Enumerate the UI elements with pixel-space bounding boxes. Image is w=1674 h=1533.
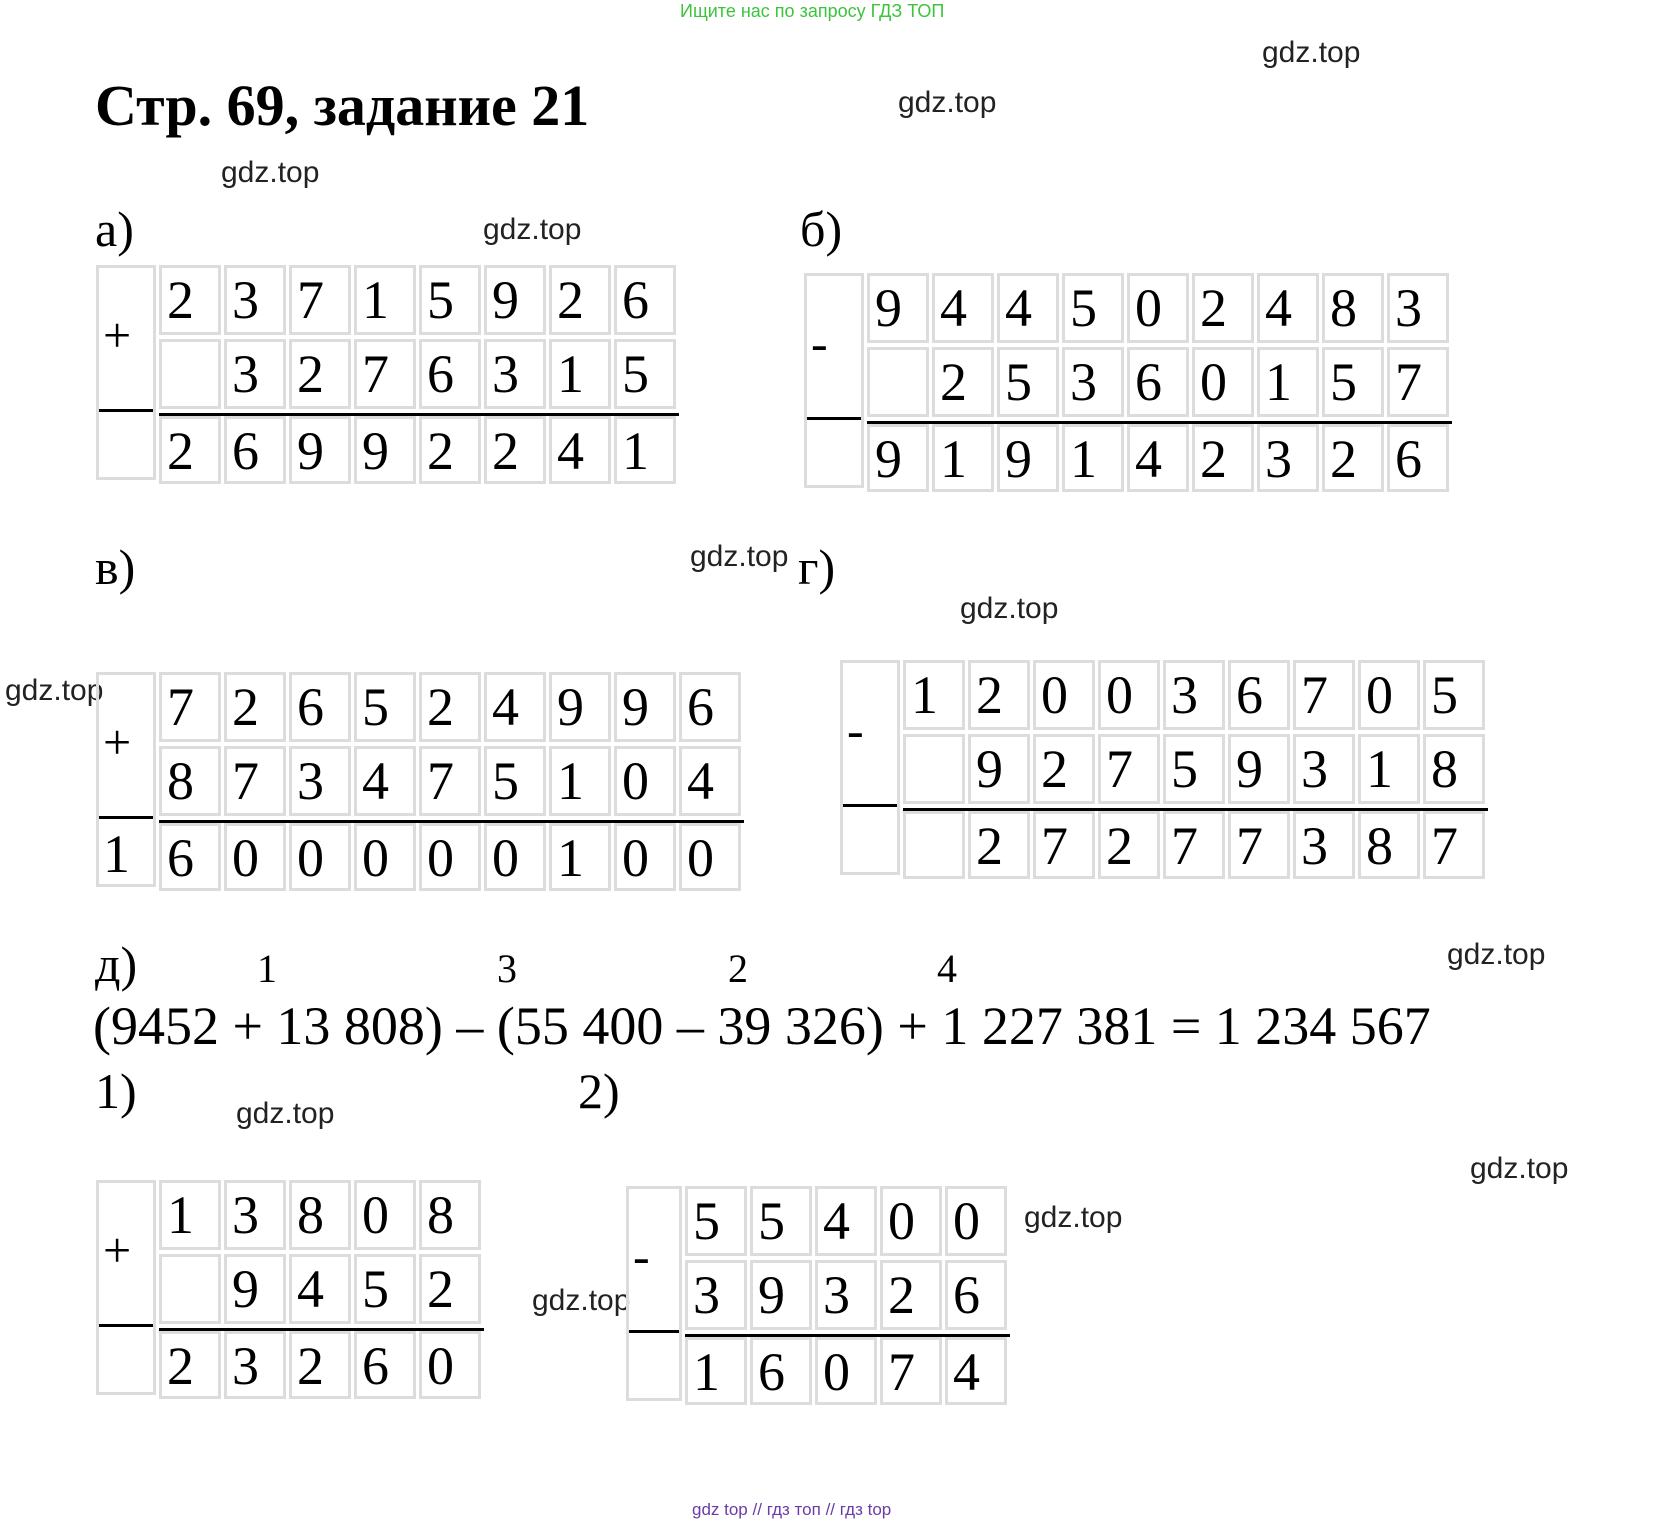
digit-cell: 2	[419, 1254, 481, 1324]
digit-cell: 2	[1033, 734, 1095, 804]
digit-cell: 0	[1127, 273, 1189, 343]
digit-cell: 6	[945, 1260, 1007, 1330]
order-mark: 3	[497, 946, 517, 991]
digit-cell: 1	[549, 823, 611, 891]
operand-row	[159, 265, 679, 335]
digit-cell: 2	[968, 811, 1030, 879]
footer-link[interactable]: гдз top	[839, 1500, 892, 1519]
page-title: Стр. 69, задание 21	[95, 73, 590, 138]
digit-cell: 2	[968, 660, 1030, 730]
digit-cell: 3	[224, 339, 286, 409]
digit-cell: 0	[679, 823, 741, 891]
footer-separator: //	[752, 1500, 762, 1519]
operand-row	[867, 347, 1452, 417]
digit-cell: 5	[1322, 347, 1384, 417]
carry-digit: 1	[103, 824, 130, 884]
digit-cell: 0	[224, 823, 286, 891]
digit-cell: 0	[945, 1186, 1007, 1256]
operand-row	[159, 746, 744, 816]
digit-cell: 5	[1163, 734, 1225, 804]
digit-cell: 4	[932, 273, 994, 343]
digit-cell: 6	[679, 672, 741, 742]
operand-row	[159, 339, 679, 409]
digit-cell: 9	[549, 672, 611, 742]
label-b: б)	[800, 201, 843, 257]
expression: (9452 + 13 808) – (55 400 – 39 326) + 1 227 381 = 1 234 567	[93, 996, 1431, 1056]
digit-cell: 3	[815, 1260, 877, 1330]
digit-cell: 1	[1257, 347, 1319, 417]
digit-cell: 8	[289, 1180, 351, 1250]
digit-cell: 7	[1033, 811, 1095, 879]
digit-cell: 7	[1387, 347, 1449, 417]
digit-cell: 0	[1098, 660, 1160, 730]
watermark: gdz.top	[236, 1097, 335, 1130]
digit-cell: 9	[484, 265, 546, 335]
digit-cell: 4	[1127, 424, 1189, 492]
digit-cell: 8	[1322, 273, 1384, 343]
digit-cell: 4	[945, 1337, 1007, 1405]
digit-cell: 5	[750, 1186, 812, 1256]
minus-sign: -	[847, 702, 864, 758]
digit-cell: 2	[289, 1331, 351, 1399]
digit-cell: 3	[289, 746, 351, 816]
operation-sign-cell	[96, 1180, 156, 1395]
digit-cell: 9	[867, 273, 929, 343]
digit-cell: 2	[880, 1260, 942, 1330]
result-row	[159, 820, 744, 891]
footer	[692, 1500, 891, 1520]
digit-cell: 5	[354, 672, 416, 742]
digit-cell: 6	[419, 339, 481, 409]
digit-cell: 4	[549, 416, 611, 484]
label-g: г)	[798, 539, 836, 595]
digit-cell: 5	[354, 1254, 416, 1324]
result-line	[843, 804, 897, 807]
digit-cell: 0	[815, 1337, 877, 1405]
digit-cell: 6	[1387, 424, 1449, 492]
digit-cell: 2	[419, 672, 481, 742]
digit-cell: 4	[354, 746, 416, 816]
operand-row	[159, 1254, 484, 1324]
label-v: в)	[95, 539, 136, 595]
digit-cell: 8	[1423, 734, 1485, 804]
operand-row	[685, 1186, 1010, 1256]
watermark: gdz.top	[532, 1284, 631, 1317]
label-a: а)	[95, 201, 134, 257]
digit-cell: 2	[549, 265, 611, 335]
digit-cell: 2	[159, 416, 221, 484]
watermark: gdz.top	[690, 540, 789, 573]
digit-cell: 0	[419, 823, 481, 891]
watermark: gdz.top	[1262, 36, 1361, 69]
digit-cell: 1	[159, 1180, 221, 1250]
digit-cell: 9	[224, 1254, 286, 1324]
digit-cell: 2	[224, 672, 286, 742]
footer-link[interactable]: гдз топ	[766, 1500, 821, 1519]
digit-cell: 9	[614, 672, 676, 742]
digit-cell: 1	[903, 660, 965, 730]
watermark: gdz.top	[221, 156, 320, 189]
digit-cell: 2	[289, 339, 351, 409]
digit-cell: 7	[419, 746, 481, 816]
watermark: gdz.top	[5, 674, 104, 707]
footer-separator: //	[825, 1500, 836, 1519]
digit-cell: 5	[1423, 660, 1485, 730]
digit-cell: 3	[224, 1180, 286, 1250]
digit-cell: 3	[224, 1331, 286, 1399]
digit-cell: 4	[289, 1254, 351, 1324]
operand-row	[867, 273, 1452, 343]
digit-cell: 2	[159, 1331, 221, 1399]
digit-cell: 6	[354, 1331, 416, 1399]
digit-cell: 0	[354, 823, 416, 891]
digit-cell: 0	[354, 1180, 416, 1250]
digit-cell: 3	[1293, 734, 1355, 804]
problem-a-grid	[96, 265, 679, 484]
problem-d1-grid	[96, 1180, 484, 1399]
operand-row	[903, 734, 1488, 804]
operation-sign-cell	[840, 660, 900, 875]
watermark: gdz.top	[960, 592, 1059, 625]
minus-sign: -	[811, 315, 828, 371]
digit-cell: 6	[1228, 660, 1290, 730]
digit-cell: 0	[289, 823, 351, 891]
digit-cell: 1	[932, 424, 994, 492]
digit-cell	[159, 339, 221, 409]
operand-row	[903, 660, 1488, 730]
digit-cell	[867, 347, 929, 417]
digit-cell: 6	[224, 416, 286, 484]
digit-cell: 1	[549, 339, 611, 409]
plus-sign: +	[103, 714, 132, 770]
digit-cell: 5	[419, 265, 481, 335]
digit-cell: 1	[1062, 424, 1124, 492]
digit-cell: 1	[354, 265, 416, 335]
digit-cell: 6	[1127, 347, 1189, 417]
digit-cell: 0	[880, 1186, 942, 1256]
watermark: gdz.top	[1024, 1201, 1123, 1234]
digit-cell: 8	[159, 746, 221, 816]
digit-cell: 5	[685, 1186, 747, 1256]
digit-cell: 2	[419, 416, 481, 484]
problem-g-grid	[840, 660, 1488, 879]
digit-cell: 4	[484, 672, 546, 742]
digit-cell: 7	[354, 339, 416, 409]
digit-cell: 5	[1062, 273, 1124, 343]
digit-rows	[159, 672, 744, 891]
digit-cell: 0	[1358, 660, 1420, 730]
result-line	[807, 417, 861, 420]
digit-cell: 9	[289, 416, 351, 484]
digit-cell: 3	[685, 1260, 747, 1330]
digit-rows	[159, 1180, 484, 1399]
digit-cell: 0	[1033, 660, 1095, 730]
digit-cell: 3	[1163, 660, 1225, 730]
digit-cell: 9	[1228, 734, 1290, 804]
digit-cell: 7	[880, 1337, 942, 1405]
digit-cell: 7	[1098, 734, 1160, 804]
problem-d2-grid	[626, 1186, 1010, 1405]
problem-v-grid	[96, 672, 744, 891]
digit-cell: 0	[1192, 347, 1254, 417]
digit-cell: 9	[750, 1260, 812, 1330]
label-d: д)	[95, 936, 138, 992]
digit-cell: 2	[484, 416, 546, 484]
digit-cell: 2	[932, 347, 994, 417]
digit-cell: 2	[1192, 424, 1254, 492]
digit-rows	[685, 1186, 1010, 1405]
digit-cell: 6	[159, 823, 221, 891]
digit-cell	[903, 811, 965, 879]
operation-sign-cell	[804, 273, 864, 488]
digit-cell: 3	[1062, 347, 1124, 417]
watermark: gdz.top	[1470, 1152, 1569, 1185]
digit-cell: 4	[1257, 273, 1319, 343]
digit-cell: 6	[614, 265, 676, 335]
digit-cell: 4	[679, 746, 741, 816]
digit-cell: 1	[1358, 734, 1420, 804]
digit-cell: 3	[224, 265, 286, 335]
digit-cell: 4	[815, 1186, 877, 1256]
digit-cell: 8	[419, 1180, 481, 1250]
digit-cell: 7	[159, 672, 221, 742]
label-step-2: 2)	[578, 1063, 620, 1119]
digit-cell: 2	[1322, 424, 1384, 492]
digit-cell: 0	[419, 1331, 481, 1399]
digit-cell: 9	[997, 424, 1059, 492]
digit-cell: 7	[1293, 660, 1355, 730]
result-row	[159, 413, 679, 484]
footer-link[interactable]: gdz top	[692, 1500, 748, 1519]
top-banner: Ищите нас по запросу ГДЗ ТОП	[680, 1, 945, 21]
digit-rows	[867, 273, 1452, 492]
digit-cell: 0	[484, 823, 546, 891]
operand-row	[159, 672, 744, 742]
result-line	[629, 1330, 679, 1333]
digit-cell: 1	[685, 1337, 747, 1405]
digit-cell: 4	[997, 273, 1059, 343]
operation-sign-cell	[96, 265, 156, 480]
order-mark: 2	[728, 946, 748, 991]
plus-sign: +	[103, 307, 132, 363]
operand-row	[159, 1180, 484, 1250]
digit-cell: 3	[484, 339, 546, 409]
digit-cell: 7	[224, 746, 286, 816]
digit-cell: 7	[1228, 811, 1290, 879]
digit-cell: 1	[614, 416, 676, 484]
operation-sign-cell	[96, 672, 156, 887]
digit-cell: 9	[867, 424, 929, 492]
digit-cell: 3	[1387, 273, 1449, 343]
operation-sign-cell	[626, 1186, 682, 1401]
result-line	[99, 409, 153, 412]
digit-cell: 6	[750, 1337, 812, 1405]
problem-b-grid	[804, 273, 1452, 492]
digit-cell	[903, 734, 965, 804]
digit-cell: 1	[549, 746, 611, 816]
digit-cell: 2	[159, 265, 221, 335]
digit-cell: 5	[614, 339, 676, 409]
plus-sign: +	[103, 1222, 132, 1278]
digit-rows	[159, 265, 679, 484]
digit-cell: 6	[289, 672, 351, 742]
watermark: gdz.top	[483, 213, 582, 246]
digit-cell: 2	[1098, 811, 1160, 879]
digit-cell: 8	[1358, 811, 1420, 879]
digit-cell: 9	[354, 416, 416, 484]
watermark: gdz.top	[1447, 938, 1546, 971]
result-row	[685, 1334, 1010, 1405]
digit-cell: 7	[1423, 811, 1485, 879]
digit-cell	[159, 1254, 221, 1324]
result-line	[99, 1324, 153, 1327]
operand-row	[685, 1260, 1010, 1330]
digit-rows	[903, 660, 1488, 879]
minus-sign: -	[633, 1228, 650, 1284]
digit-cell: 5	[997, 347, 1059, 417]
digit-cell: 0	[614, 823, 676, 891]
watermark: gdz.top	[898, 86, 997, 119]
result-row	[867, 421, 1452, 492]
result-line	[99, 816, 153, 819]
digit-cell: 3	[1293, 811, 1355, 879]
digit-cell: 2	[1192, 273, 1254, 343]
digit-cell: 9	[968, 734, 1030, 804]
order-mark: 4	[937, 946, 957, 991]
digit-cell: 5	[484, 746, 546, 816]
digit-cell: 7	[1163, 811, 1225, 879]
label-step-1: 1)	[95, 1063, 137, 1119]
digit-cell: 0	[614, 746, 676, 816]
result-row	[159, 1328, 484, 1399]
digit-cell: 3	[1257, 424, 1319, 492]
order-mark: 1	[257, 946, 277, 991]
result-row	[903, 808, 1488, 879]
digit-cell: 7	[289, 265, 351, 335]
